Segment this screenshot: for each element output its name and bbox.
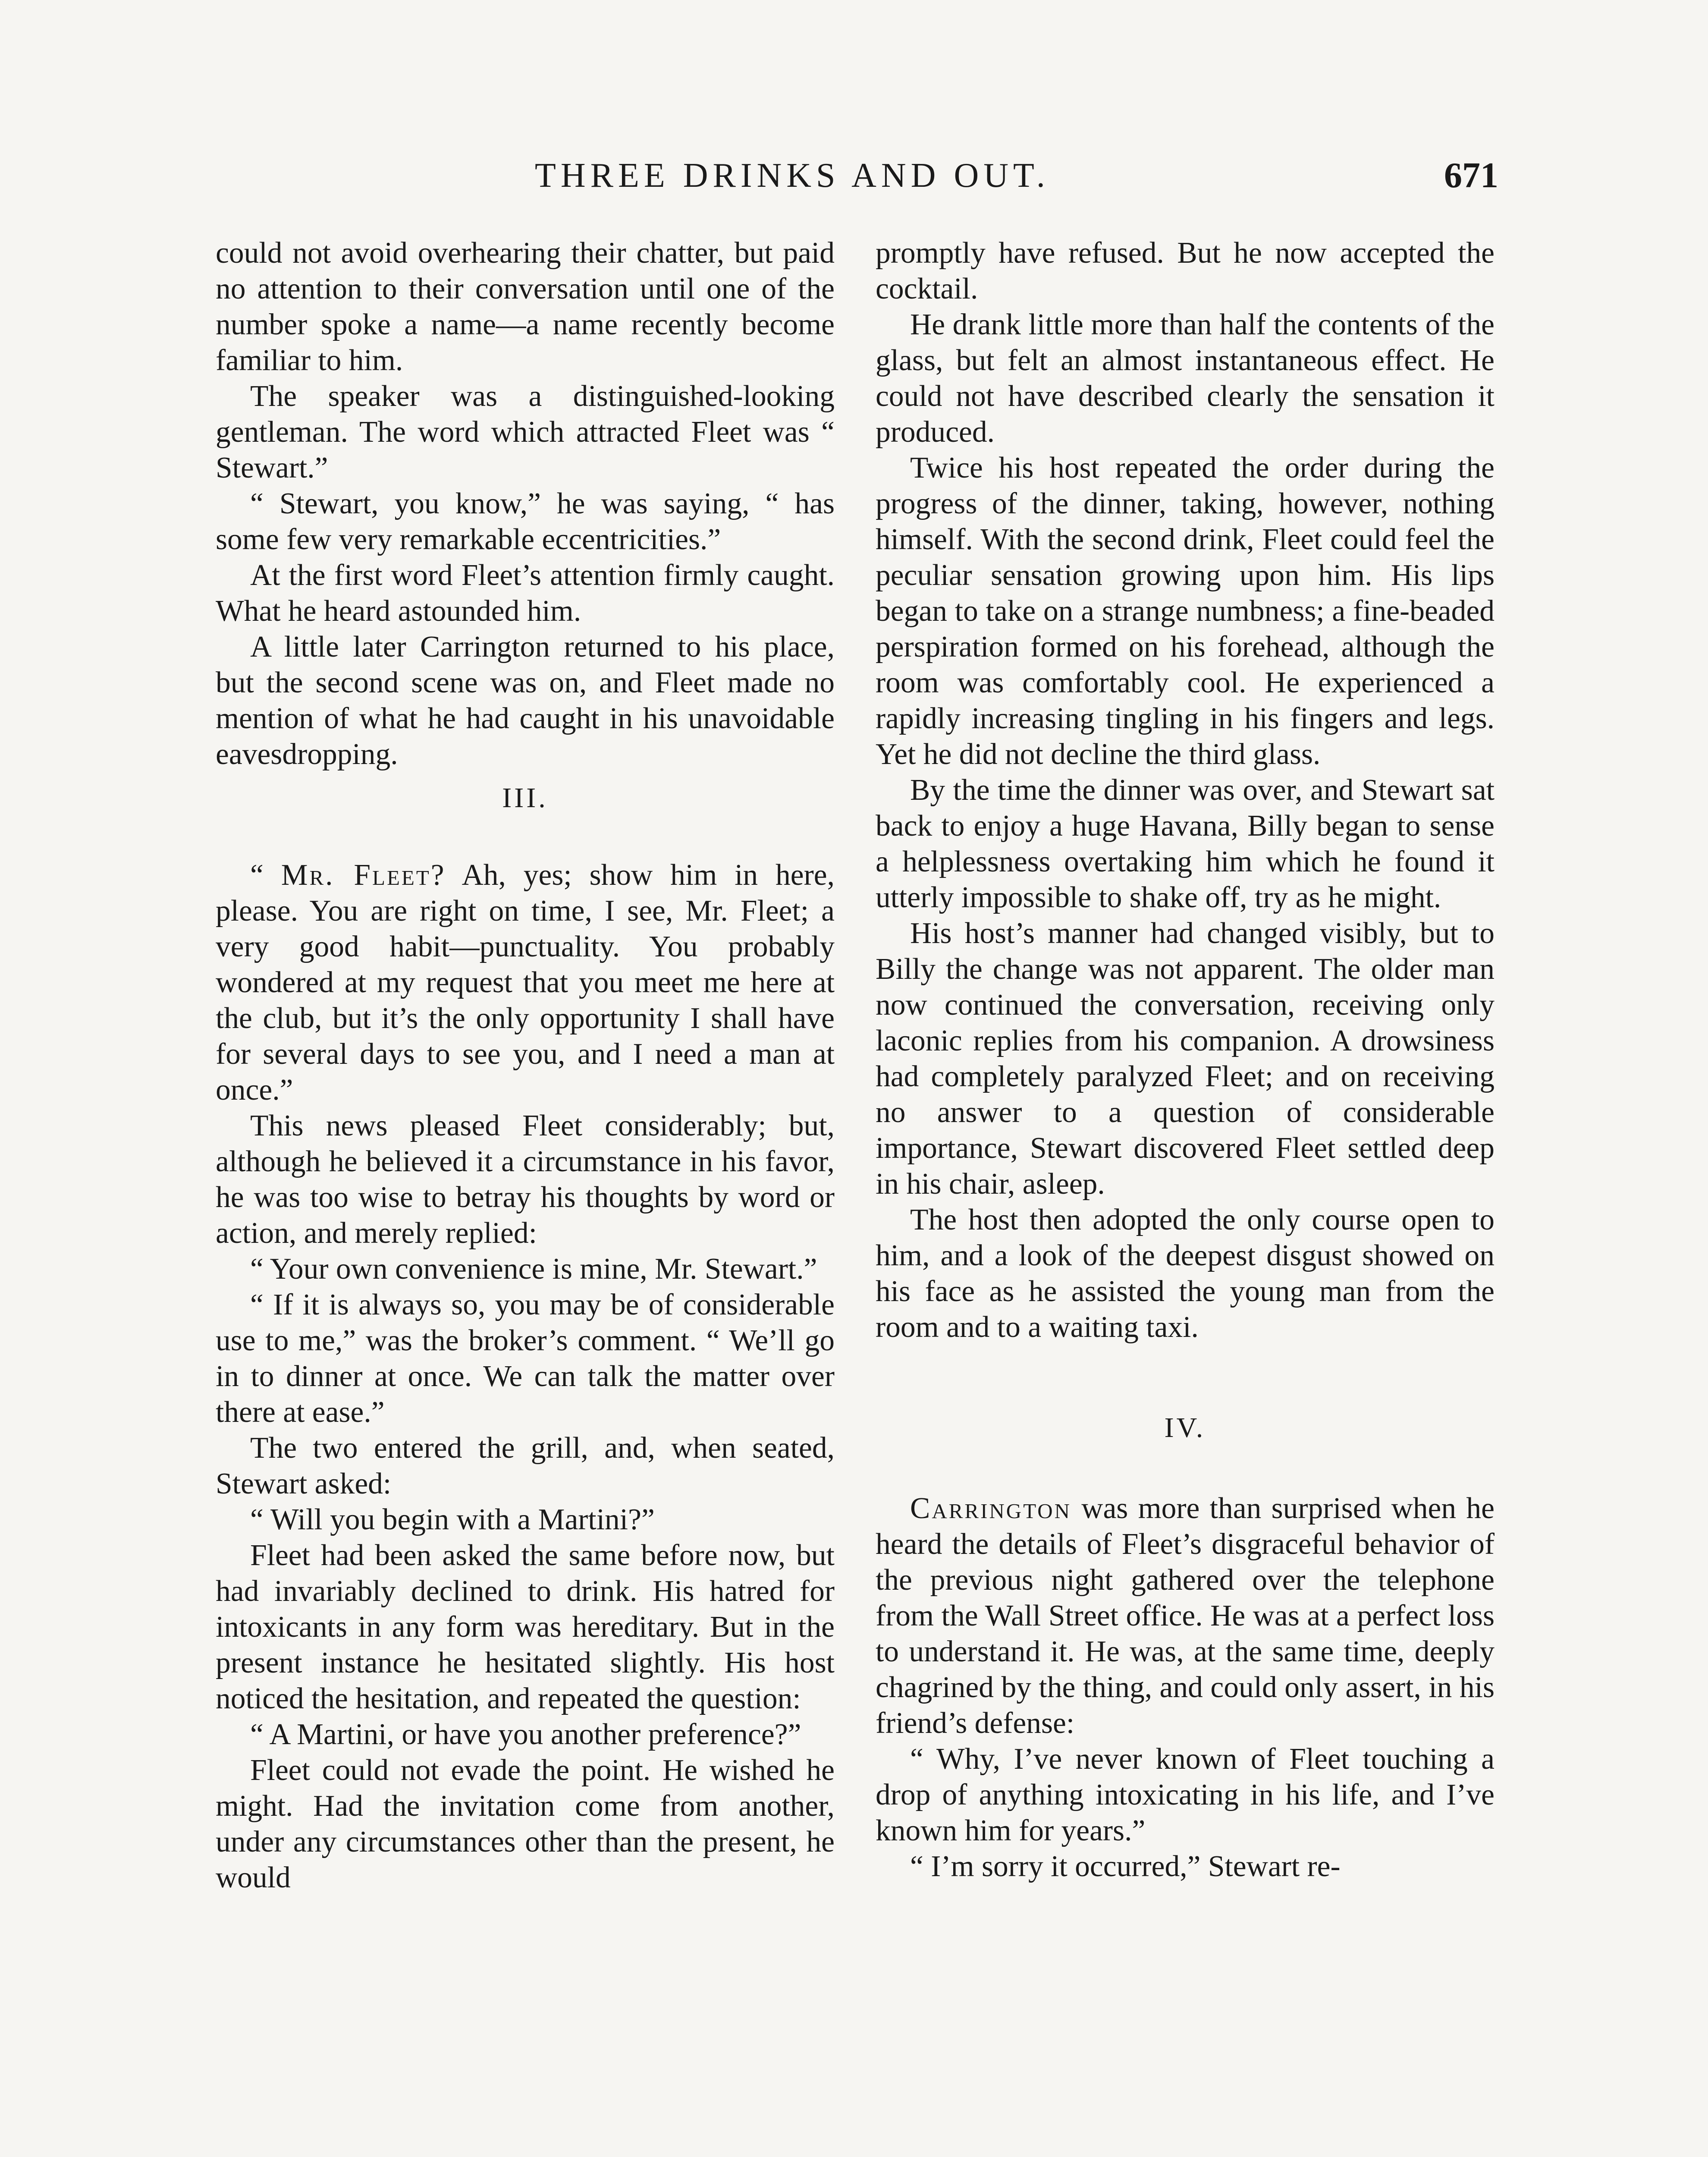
running-title: THREE DRINKS AND OUT. — [535, 157, 1050, 195]
paragraph: A little later Carrington returned to his place, but the second scene was on, and Fleet made no mention of what he had caught in his unavoidable eavesdropping. — [216, 630, 835, 771]
paragraph: promptly have refused. But he now accepted the cocktail. — [876, 236, 1494, 305]
paragraph: “ If it is always so, you may be of considerable use to me,” was the broker’s comment. “ We’ll go in to dinner at once. We can talk the matter over there at ease.” — [216, 1288, 835, 1429]
page-number: 671 — [1444, 155, 1498, 195]
paragraph-text: was more than surprised when he heard the details of Fleet’s disgraceful behavior of the previous night gathered over the telephone from the Wall Street office. He was at a perfect loss to understand it. He was, at the same time, deeply chagrined by the thing, and could only assert, in his friend’s defense: — [876, 1492, 1494, 1740]
paragraph: could not avoid overhearing their chatter, but paid no attention to their conversation until one of the number spoke a name—a name recently become familiar to him. — [216, 236, 835, 377]
paragraph: “ I’m sorry it occurred,” Stewart re- — [910, 1850, 1341, 1883]
paragraph: “ Stewart, you know,” he was saying, “ has some few very remarkable eccentricities.” — [216, 487, 835, 556]
paragraph: His host’s manner had changed visibly, but to Billy the change was not apparent. The older man now continued the conversation, receiving only laconic replies from his companion. A drowsiness had completely paralyzed Fleet; and on receiving no answer to a question of considerable importance, Stewart discovered Fleet settled deep in his chair, asleep. — [876, 917, 1494, 1201]
section-heading: IV. — [1164, 1412, 1206, 1443]
paragraph: At the first word Fleet’s attention firmly caught. What he heard astounded him. — [216, 559, 835, 628]
paragraph: The speaker was a distinguished-looking gentleman. The word which attracted Fleet was “ Stewart.” — [216, 380, 835, 484]
section-opening-paragraph: “ Mr. Fleet? Ah, yes; show him in here, please. You are right on time, I see, Mr. Fleet; a very good habit—punctuality. You probably wondered at my request that you meet me here at the club, but it’s the only opportunity I shall have for several days to see you, and I need a man at once.” — [216, 858, 835, 1107]
paragraph: The two entered the grill, and, when seated, Stewart asked: — [216, 1431, 835, 1500]
small-caps-lead-in: Carrington — [910, 1492, 1072, 1525]
paragraph: Twice his host repeated the order during the progress of the dinner, taking, however, nothing himself. With the second drink, Fleet could feel the peculiar sensation growing upon him. His lips began to take on a strange numbness; a fine-beaded perspiration formed on his forehead, although the room was comfortably cool. He experienced a rapidly increasing tingling in his fingers and legs. Yet he did not decline the third glass. — [876, 451, 1494, 771]
paragraph-text: Ah, yes; show him in here, please. You are right on time, I see, Mr. Fleet; a very good habit—punctuality. You probably wondered at my request that you meet me here at the club, but it’s the only opportunity I shall have for several days to see you, and I need a man at once.” — [216, 858, 835, 1107]
paragraph: Fleet could not evade the point. He wished he might. Had the invitation come from another, under any circumstances other than the present, he would — [216, 1754, 835, 1894]
paragraph: “ Why, I’ve never known of Fleet touching a drop of anything intoxicating in his life, and I’ve known him for years.” — [876, 1742, 1494, 1847]
paragraph: “ Will you begin with a Martini?” — [250, 1503, 655, 1536]
paragraph: By the time the dinner was over, and Stewart sat back to enjoy a huge Havana, Billy began to sense a helplessness overtaking him which he found it utterly impossible to shake off, try as he might. — [876, 774, 1494, 914]
section-opening-paragraph — [876, 1490, 1494, 1741]
paragraph: Fleet had been asked the same before now, but had invariably declined to drink. His hatred for intoxicants in any form was hereditary. But in the present instance he hesitated slightly. His host noticed the hesitation, and repeated the question: — [216, 1539, 835, 1715]
paragraph: “ A Martini, or have you another preference?” — [250, 1718, 801, 1751]
left-column — [216, 235, 835, 1896]
right-column — [876, 235, 1494, 1884]
paragraph: The host then adopted the only course open to him, and a look of the deepest disgust showed on his face as he assisted the young man from the room and to a waiting taxi. — [876, 1203, 1494, 1344]
paragraph: This news pleased Fleet considerably; but, although he believed it a circumstance in his favor, he was too wise to betray his thoughts by word or action, and merely replied: — [216, 1109, 835, 1250]
section-heading: III. — [502, 782, 548, 814]
small-caps-lead-in: Mr. Fleet? — [281, 858, 446, 892]
paragraph: “ Your own convenience is mine, Mr. Stewart.” — [250, 1252, 817, 1286]
paragraph: He drank little more than half the contents of the glass, but felt an almost instantaneous effect. He could not have described clearly the sensation it produced. — [876, 308, 1494, 449]
